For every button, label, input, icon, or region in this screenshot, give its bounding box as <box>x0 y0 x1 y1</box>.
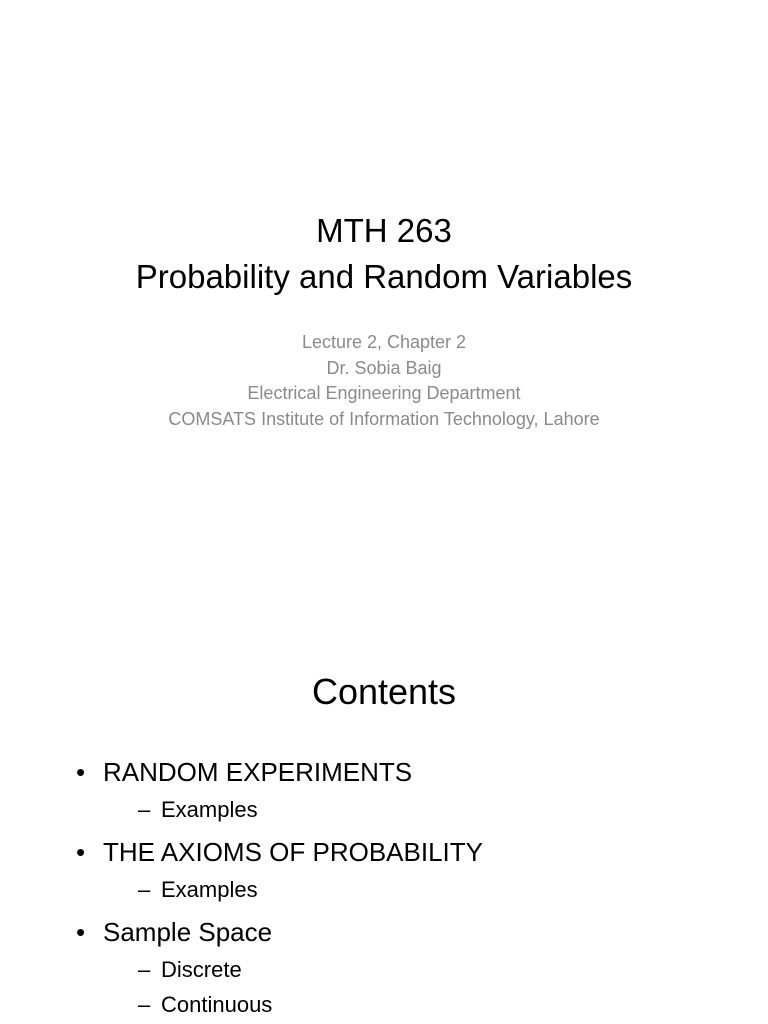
course-name: Probability and Random Variables <box>135 258 633 295</box>
lecture-info: Lecture 2, Chapter 2 <box>301 332 467 352</box>
sub-list-item <box>103 876 756 904</box>
author-name: Dr. Sobia Baig <box>326 357 442 378</box>
slide-title <box>0 208 768 300</box>
bullet-icon: • <box>76 757 86 787</box>
list-item-label: RANDOM EXPERIMENTS <box>103 757 413 787</box>
sub-list-item-label: Examples <box>161 877 258 902</box>
sub-list-item <box>103 796 756 824</box>
sub-list-item <box>103 991 756 1019</box>
dash-icon: – <box>138 957 151 982</box>
bullet-icon: • <box>76 917 86 947</box>
contents-list <box>76 756 756 1024</box>
list-item-label: Sample Space <box>103 917 273 947</box>
sub-list-item-label: Continuous <box>161 992 273 1017</box>
dash-icon: – <box>138 992 151 1017</box>
sub-list-item <box>103 956 756 984</box>
sub-list <box>103 956 756 1019</box>
contents-heading: Contents <box>311 671 457 712</box>
list-item <box>76 836 756 904</box>
list-item <box>76 916 756 1019</box>
sub-list <box>103 796 756 824</box>
list-item <box>76 756 756 824</box>
contents-slide <box>0 576 768 1024</box>
institute-name: COMSATS Institute of Information Technology, Lahore <box>168 408 600 429</box>
slide-subtitle <box>0 330 768 432</box>
bullet-icon: • <box>76 837 86 867</box>
dash-icon: – <box>138 797 151 822</box>
department-name: Electrical Engineering Department <box>247 383 521 403</box>
sub-list <box>103 876 756 904</box>
list-item-label: THE AXIOMS OF PROBABILITY <box>103 837 483 867</box>
sub-list-item-label: Examples <box>161 797 258 822</box>
dash-icon: – <box>138 877 151 902</box>
sub-list-item-label: Discrete <box>161 957 242 982</box>
course-code: MTH 263 <box>316 212 452 249</box>
